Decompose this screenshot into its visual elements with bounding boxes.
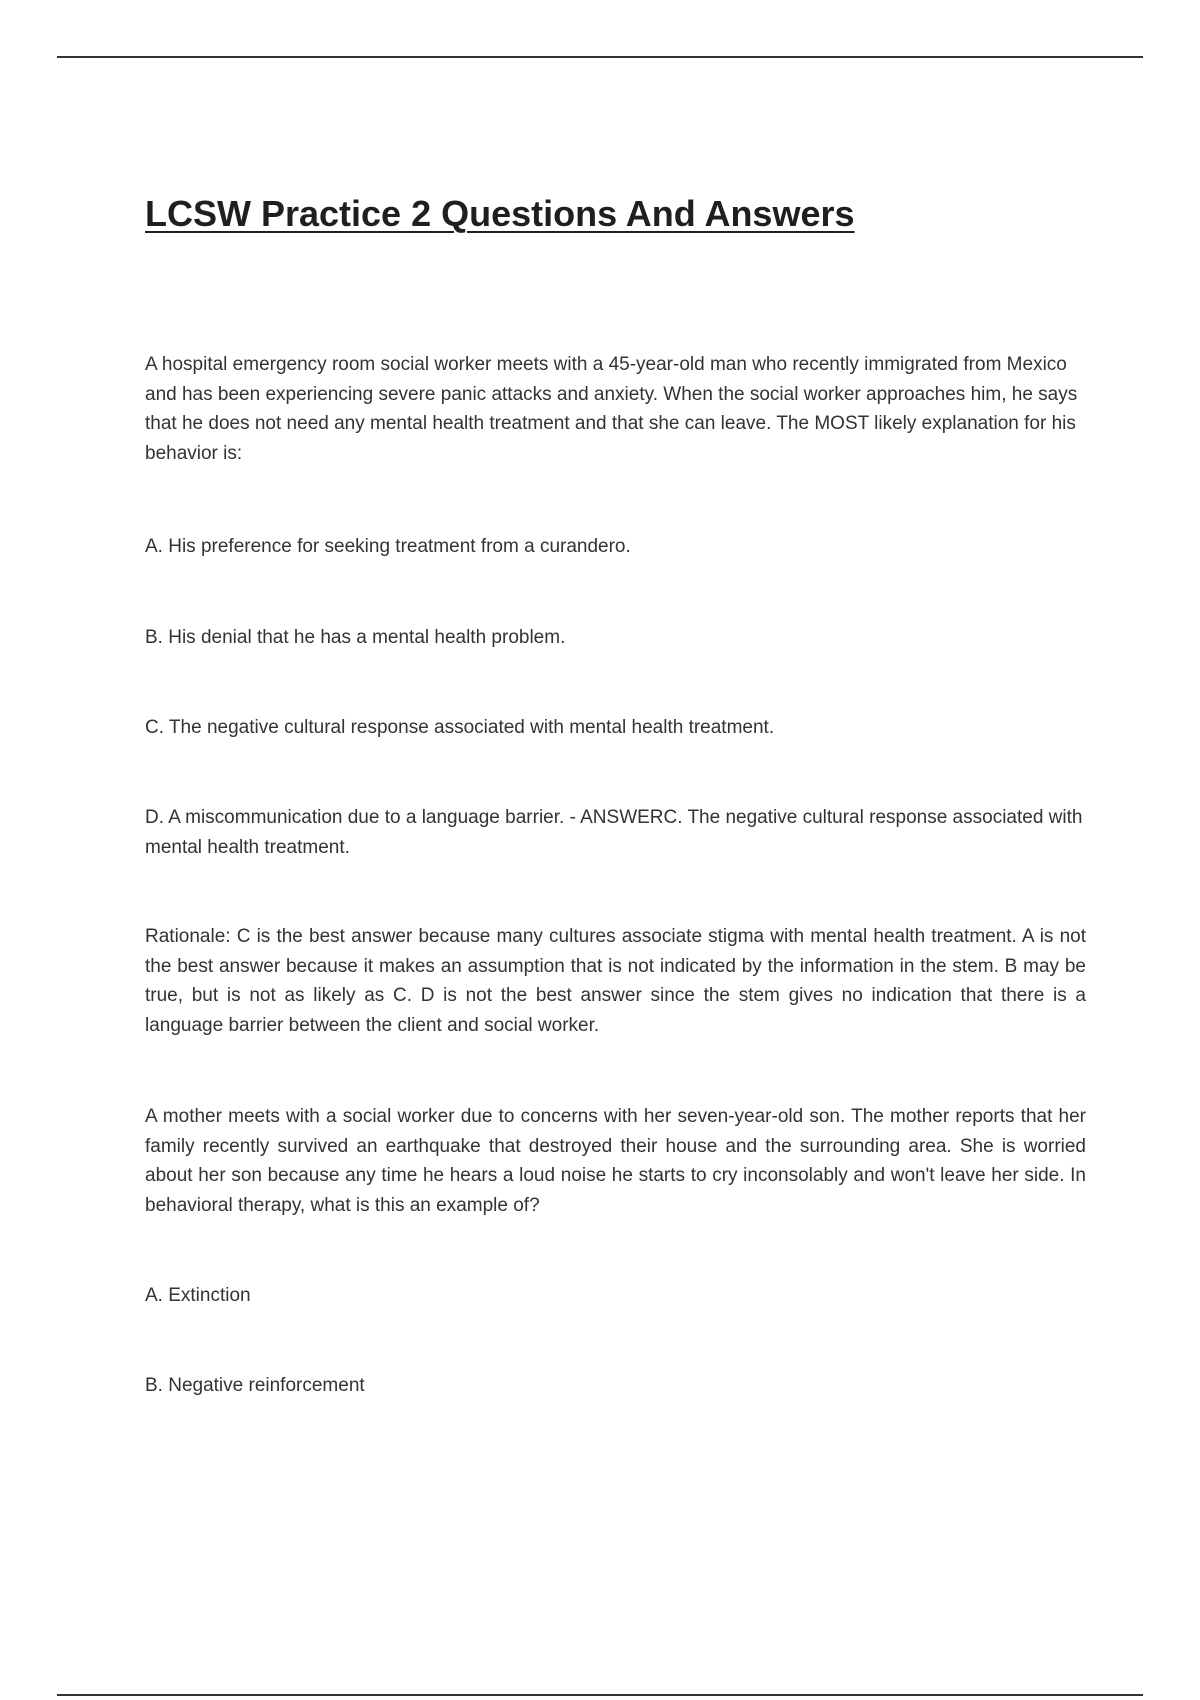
question-1-rationale: Rationale: C is the best answer because many cultures associate stigma with mental health treatment. A is not the best answer because it makes an assumption that is not indicated by the information in the stem. B may be true, but is not as likely as C. D is not the best answer since the stem gives no indication that there is a language barrier between the client and social worker.	[145, 926, 1086, 1036]
question-2-option-a: A. Extinction	[145, 1285, 251, 1306]
top-rule	[57, 56, 1143, 58]
question-2-stem: A mother meets with a social worker due to concerns with her seven-year-old son. The mother reports that her family recently survived an earthquake that destroyed their house and the surrounding area. She is worried about her son because any time he hears a loud noise he starts to cry inconsolably and won't leave her side. In behavioral therapy, what is this an example of?	[145, 1106, 1086, 1216]
question-1-option-d-answer: D. A miscommunication due to a language barrier. - ANSWERC. The negative cultural response associated with mental health treatment.	[145, 807, 1083, 858]
page-title: LCSW Practice 2 Questions And Answers	[145, 193, 855, 234]
question-1-option-b: B. His denial that he has a mental health problem.	[145, 627, 566, 648]
question-1-option-c: C. The negative cultural response associated with mental health treatment.	[145, 717, 775, 738]
question-2-option-b: B. Negative reinforcement	[145, 1375, 365, 1396]
question-1-stem: A hospital emergency room social worker meets with a 45-year-old man who recently immigrated from Mexico and has been experiencing severe panic attacks and anxiety. When the social worker approaches him, he says that he does not need any mental health treatment and that she can leave. The MOST likely explanation for his behavior is:	[145, 354, 1078, 464]
bottom-rule	[57, 1694, 1143, 1696]
question-1-option-a: A. His preference for seeking treatment from a curandero.	[145, 536, 631, 557]
